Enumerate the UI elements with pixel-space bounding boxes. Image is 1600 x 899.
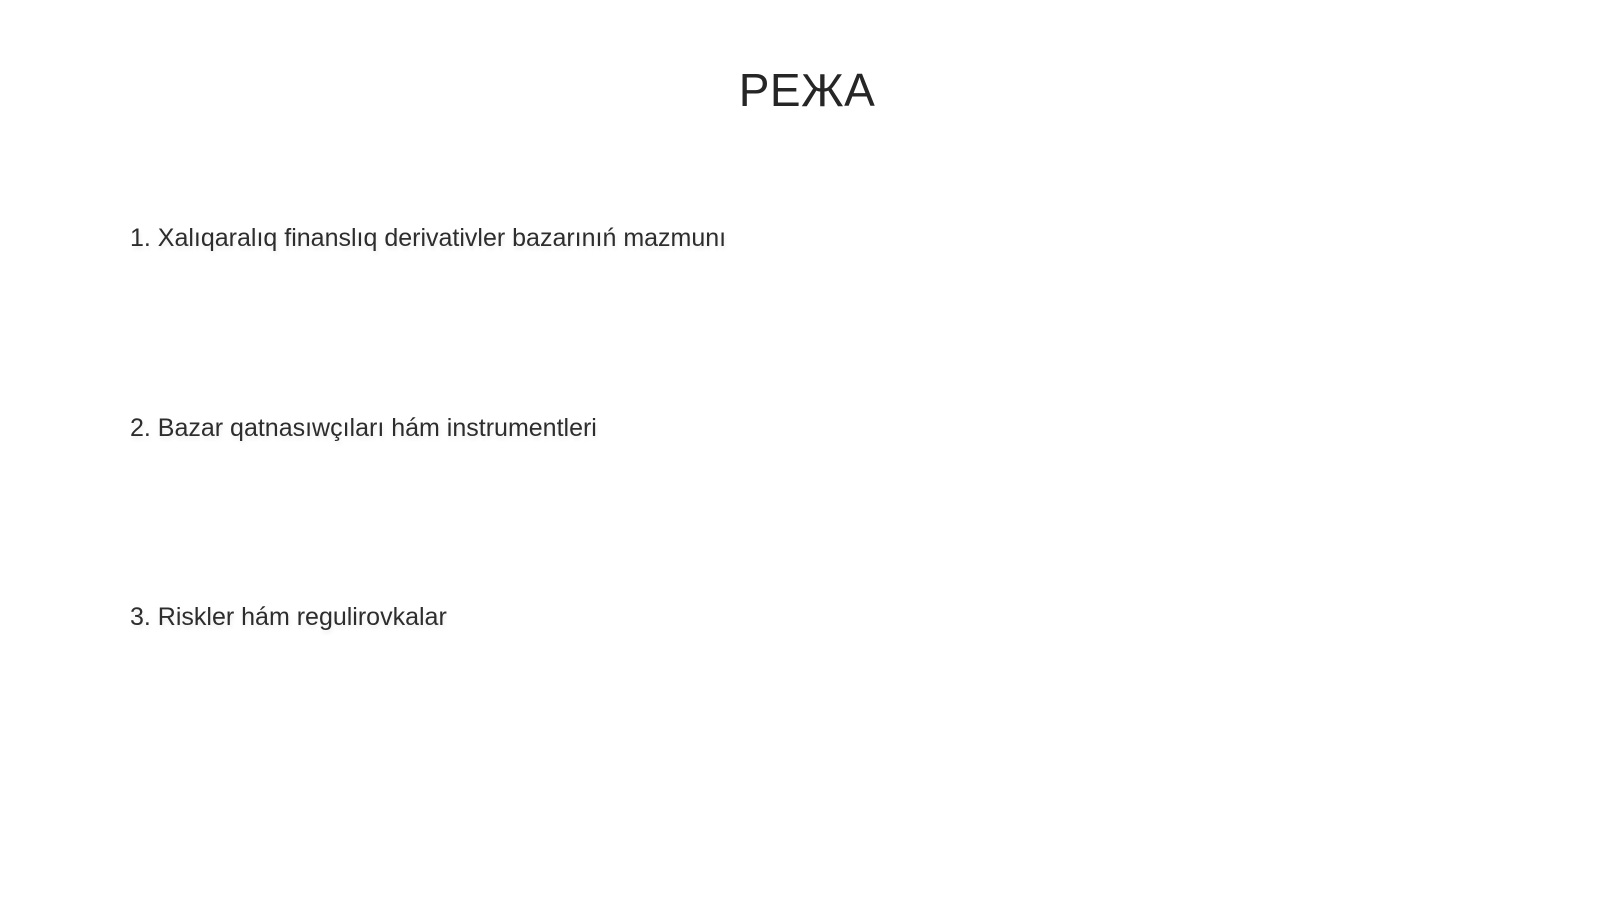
plan-item: 1. Xalıqaralıq finanslıq derivativler bazarınıń mazmunı — [130, 224, 727, 252]
plan-item: 2. Bazar qatnasıwçıları hám instrumentleri — [130, 414, 597, 442]
slide-title: РЕЖА — [738, 64, 876, 116]
plan-item: 3. Riskler hám regulirovkalar — [130, 603, 447, 631]
